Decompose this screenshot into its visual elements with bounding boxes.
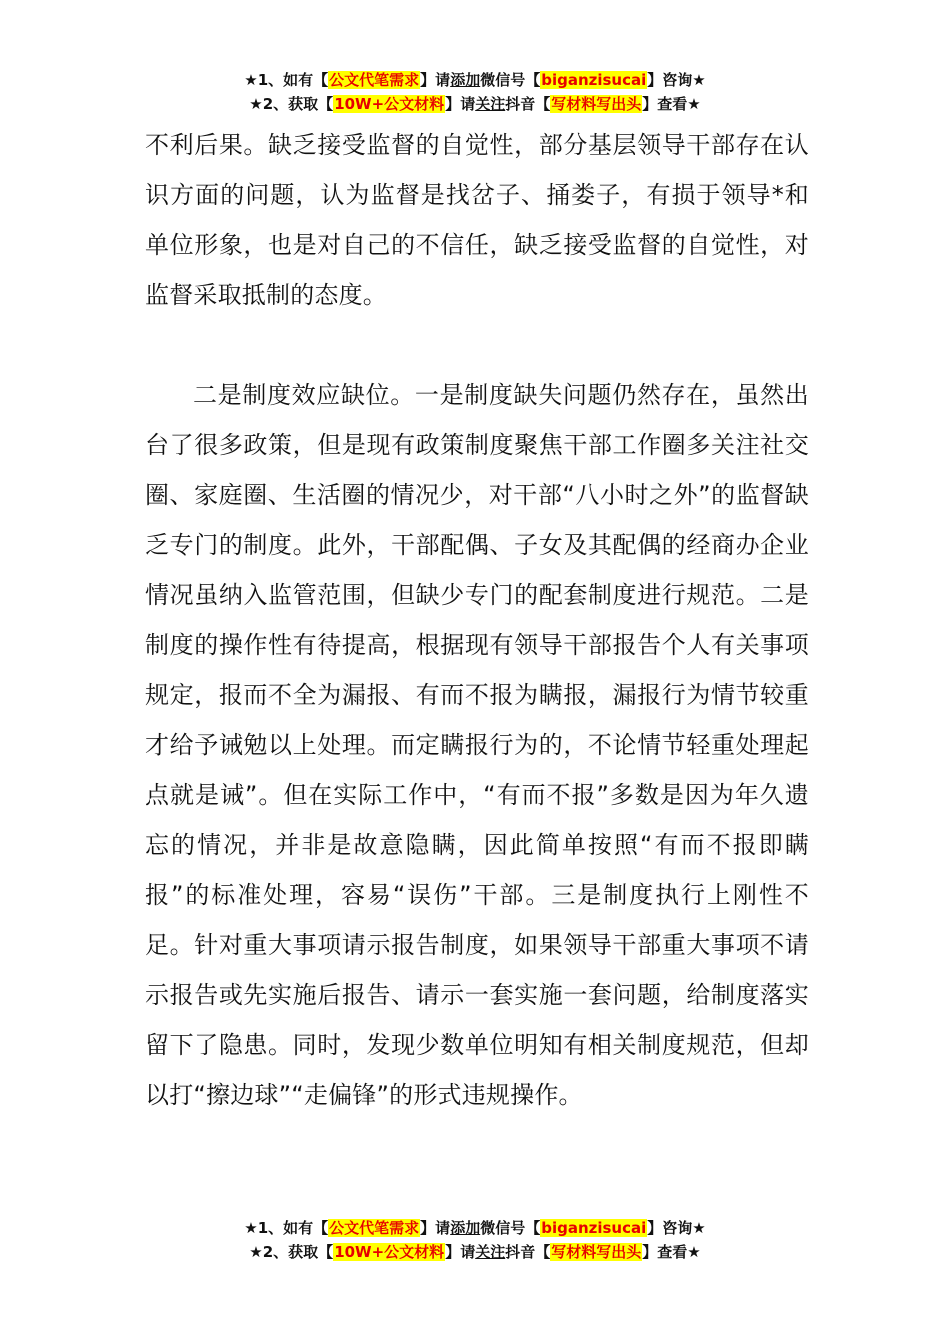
banner-text: 2、获取【 — [262, 1243, 334, 1261]
star-icon: ★ — [249, 1243, 263, 1261]
highlight-wechat-id: biganzisucai — [541, 1219, 647, 1237]
banner-line-2 — [0, 1240, 950, 1264]
document-body — [145, 120, 809, 1120]
banner-text: 1、如有【 — [257, 1219, 329, 1237]
underline-follow: 关注 — [475, 1243, 506, 1261]
banner-text: 微信号【 — [480, 71, 541, 89]
banner-text: 微信号【 — [480, 1219, 541, 1237]
underline-add: 添加 — [450, 71, 481, 89]
header-banner — [0, 68, 950, 116]
highlight-service: 公文代笔需求 — [329, 1219, 420, 1237]
underline-follow: 关注 — [475, 95, 506, 113]
highlight-materials: 10W+公文材料 — [334, 95, 445, 113]
banner-text: 】查看★ — [642, 95, 701, 113]
highlight-douyin-account: 写材料写出头 — [551, 1243, 642, 1261]
highlight-douyin-account: 写材料写出头 — [551, 95, 642, 113]
banner-text: 】咨询★ — [647, 1219, 706, 1237]
paragraph-2: 二是制度效应缺位。一是制度缺失问题仍然存在，虽然出台了很多政策，但是现有政策制度聚焦干部工作圈多关注社交圈、家庭圈、生活圈的情况少，对干部“八小时之外”的监督缺乏专门的制度。此外，干部配偶、子女及其配偶的经商办企业情况虽纳入监管范围，但缺少专门的配套制度进行规范。二是制度的操作性有待提高，根据现有领导干部报告个人有关事项规定，报而不全为漏报、有而不报为瞒报，漏报行为情节较重才给予诫勉以上处理。而定瞒报行为的，不论情节轻重处理起点就是诫”。但在实际工作中，“有而不报”多数是因为年久遗忘的情况，并非是故意隐瞒，因此简单按照“有而不报即瞒报”的标准处理，容易“误伤”干部。三是制度执行上刚性不足。针对重大事项请示报告制度，如果领导干部重大事项不请示报告或先实施后报告、请示一套实施一套问题，给制度落实留下了隐患。同时，发现少数单位明知有相关制度规范，但却以打“擦边球”“走偏锋”的形式违规操作。 — [145, 381, 809, 1109]
footer-banner — [0, 1216, 950, 1264]
banner-text: 】请 — [445, 95, 476, 113]
banner-text: 抖音【 — [505, 95, 551, 113]
banner-text: 】请 — [445, 1243, 476, 1261]
banner-line-2 — [0, 92, 950, 116]
banner-line-1 — [0, 68, 950, 92]
star-icon: ★ — [249, 95, 263, 113]
highlight-wechat-id: biganzisucai — [541, 71, 647, 89]
banner-text: 】请 — [420, 1219, 451, 1237]
highlight-service: 公文代笔需求 — [329, 71, 420, 89]
paragraph-1: 不利后果。缺乏接受监督的自觉性，部分基层领导干部存在认识方面的问题，认为监督是找岔子、捅娄子，有损于领导*和单位形象，也是对自己的不信任，缺乏接受监督的自觉性，对监督采取抵制的态度。 — [145, 131, 809, 309]
banner-text: 1、如有【 — [257, 71, 329, 89]
banner-text: 】咨询★ — [647, 71, 706, 89]
highlight-materials: 10W+公文材料 — [334, 1243, 445, 1261]
banner-text: 2、获取【 — [262, 95, 334, 113]
star-icon: ★ — [244, 71, 258, 89]
banner-text: 】请 — [420, 71, 451, 89]
banner-line-1 — [0, 1216, 950, 1240]
star-icon: ★ — [244, 1219, 258, 1237]
banner-text: 】查看★ — [642, 1243, 701, 1261]
underline-add: 添加 — [450, 1219, 481, 1237]
banner-text: 抖音【 — [505, 1243, 551, 1261]
